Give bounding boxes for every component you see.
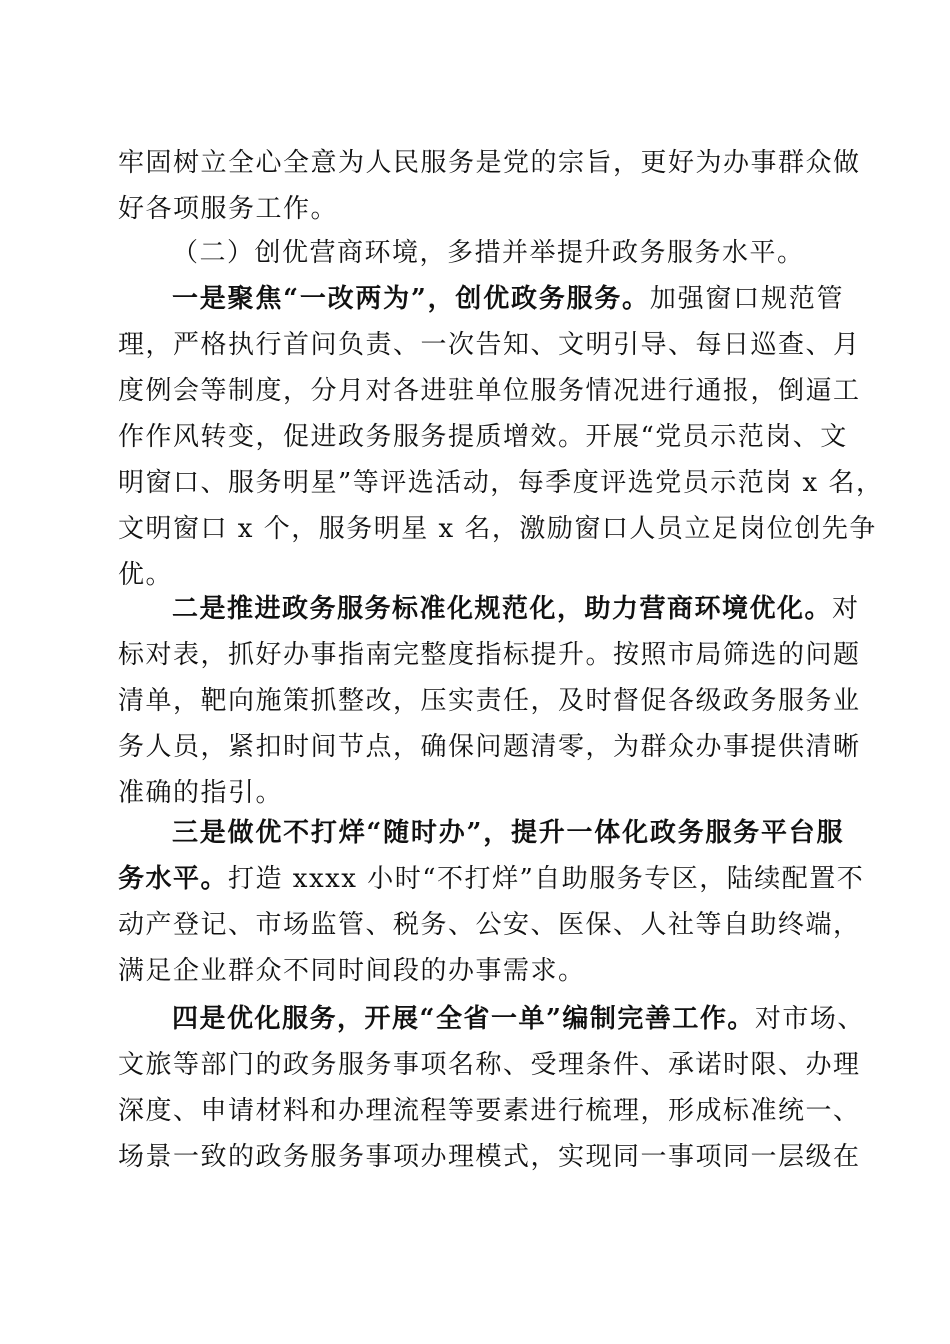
text-line: 标对表，抓好办事指南完整度指标提升。按照市局筛选的问题	[118, 640, 861, 670]
paragraph-intro	[118, 140, 861, 232]
paragraph-lead: 二是推进政务服务标准化规范化，助力营商环境优化。	[172, 594, 833, 624]
text-line: 场景一致的政务服务事项办理模式，实现同一事项同一层级在	[118, 1142, 861, 1172]
paragraph-lead: 四是优化服务，开展“全省一单”编制完善工作。	[172, 1004, 755, 1034]
text-run: 对市场、	[754, 1004, 865, 1034]
text-line: 务人员，紧扣时间节点，确保问题清零，为群众办事提供清晰	[118, 732, 861, 762]
paragraph-four	[118, 996, 865, 1180]
text-line	[118, 856, 865, 902]
text-line: 作作风转变，促进政务服务提质增效。开展“党员示范岗、文	[118, 422, 848, 452]
text-line: 深度、申请材料和办理流程等要素进行梳理，形成标准统一、	[118, 1096, 861, 1126]
text-line: 优。	[118, 560, 174, 590]
text-line: 明窗口、服务明星”等评选活动，每季度评选党员示范岗 x 名，	[118, 468, 884, 498]
text-run: 加强窗口规范管	[649, 284, 844, 314]
text-line: 清单，靶向施策抓整改，压实责任，及时督促各级政务服务业	[118, 686, 861, 716]
text-line: 文旅等部门的政务服务事项名称、受理条件、承诺时限、办理	[118, 1050, 861, 1080]
paragraph-lead: 三是做优不打烊“随时办”，提升一体化政务服务平台服	[172, 818, 844, 848]
text-line: 理，严格执行首问负责、一次告知、文明引导、每日巡查、月	[118, 330, 861, 360]
text-run: 打造 xxxx 小时“不打烊”自助服务专区，陆续配置不	[228, 864, 865, 894]
text-run: 对	[832, 594, 860, 624]
paragraph-three	[118, 810, 865, 994]
section-heading	[118, 230, 844, 276]
text-line	[118, 996, 865, 1042]
text-line	[118, 586, 860, 632]
paragraph-one	[118, 276, 884, 598]
text-line: 牢固树立全心全意为人民服务是党的宗旨，更好为办事群众做	[118, 148, 861, 178]
text-line: 动产登记、市场监管、税务、公安、医保、人社等自助终端，	[118, 910, 861, 940]
text-line: 度例会等制度，分月对各进驻单位服务情况进行通报，倒逼工	[118, 376, 861, 406]
text-line: 准确的指引。	[118, 778, 284, 808]
paragraph-lead: 一是聚焦“一改两为”，创优政务服务。	[172, 284, 650, 314]
paragraph-two	[118, 586, 861, 816]
text-line: 文明窗口 x 个，服务明星 x 名，激励窗口人员立足岗位创先争	[118, 514, 877, 544]
text-line: 满足企业群众不同时间段的办事需求。	[118, 956, 586, 986]
paragraph-lead-continued: 务水平。	[118, 864, 229, 894]
text-line: 好各项服务工作。	[118, 194, 339, 224]
heading-text: （二）创优营商环境，多措并举提升政务服务水平。	[172, 238, 805, 268]
text-line	[118, 276, 844, 322]
